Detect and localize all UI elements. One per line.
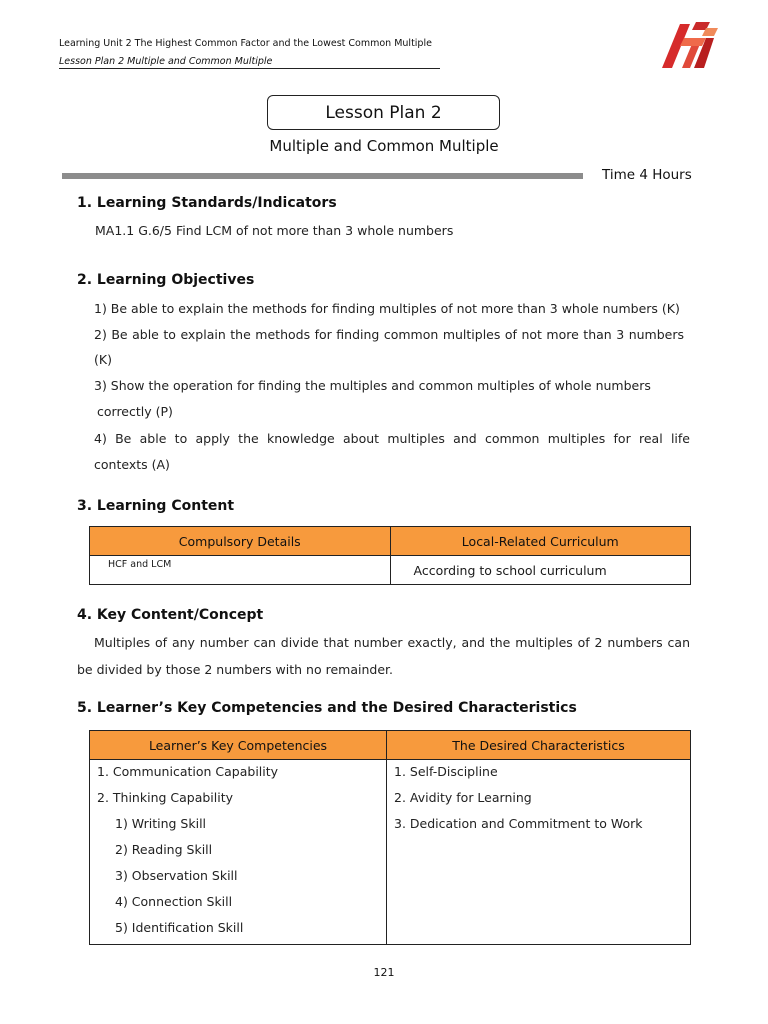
section-3-heading: 3. Learning Content [77, 498, 235, 514]
standard-indicator: MA1.1 G.6/5 Find LCM of not more than 3 whole numbers [95, 223, 454, 238]
time-allotment: Time 4 Hours [602, 167, 692, 183]
running-header-plan: Lesson Plan 2 Multiple and Common Multiple [59, 56, 273, 67]
characteristics-cell [387, 760, 691, 945]
table-header-local: Local-Related Curriculum [390, 527, 691, 556]
list-item: 1. Self-Discipline [394, 764, 498, 779]
competencies-cell [90, 760, 387, 945]
lesson-subtitle: Multiple and Common Multiple [269, 137, 499, 155]
table-cell-compulsory: HCF and LCM [90, 556, 391, 585]
key-concept-line-2: be divided by those 2 numbers with no remainder. [77, 662, 393, 677]
objective-4: 4) Be able to apply the knowledge about multiples and common multiples for real life [94, 431, 690, 446]
list-item: 4) Connection Skill [115, 894, 233, 909]
objective-3-cont: correctly (P) [97, 404, 173, 419]
objective-1: 1) Be able to explain the methods for finding multiples of not more than 3 whole numbers (K) [94, 301, 680, 316]
page-number: 121 [373, 966, 395, 979]
list-item: 3. Dedication and Commitment to Work [394, 816, 643, 831]
list-item: 2. Thinking Capability [97, 790, 234, 805]
section-4-heading: 4. Key Content/Concept [77, 607, 264, 623]
section-1-heading: 1. Learning Standards/Indicators [77, 195, 337, 211]
table-header-characteristics: The Desired Characteristics [387, 731, 691, 760]
competencies-table [89, 730, 691, 945]
list-item: 1. Communication Capability [97, 764, 279, 779]
header-rule [59, 68, 440, 69]
title-divider-bar [62, 173, 583, 179]
objective-3: 3) Show the operation for finding the multiples and common multiples of whole numbers [94, 378, 651, 393]
objective-2: 2) Be able to explain the methods for finding common multiples of not more than 3 numbers [94, 327, 684, 342]
list-item: 2) Reading Skill [115, 842, 213, 857]
running-header-unit: Learning Unit 2 The Highest Common Factor and the Lowest Common Multiple [59, 38, 432, 49]
list-item: 3) Observation Skill [115, 868, 238, 883]
key-concept-line-1: Multiples of any number can divide that number exactly, and the multiples of 2 numbers can [94, 635, 690, 650]
learning-content-table [89, 526, 691, 585]
table-header-competencies: Learner’s Key Competencies [90, 731, 387, 760]
list-item: 1) Writing Skill [115, 816, 207, 831]
section-5-heading: 5. Learner’s Key Competencies and the Desired Characteristics [77, 700, 577, 716]
list-item: 2. Avidity for Learning [394, 790, 532, 805]
section-2-heading: 2. Learning Objectives [77, 272, 255, 288]
table-cell-local: According to school curriculum [390, 556, 691, 585]
lesson-title: Lesson Plan 2 [267, 95, 500, 130]
list-item: 5) Identification Skill [115, 920, 244, 935]
objective-2-cont: (K) [94, 352, 112, 367]
table-header-compulsory: Compulsory Details [90, 527, 391, 556]
publisher-logo-icon [660, 16, 720, 70]
objective-4-cont: contexts (A) [94, 457, 170, 472]
